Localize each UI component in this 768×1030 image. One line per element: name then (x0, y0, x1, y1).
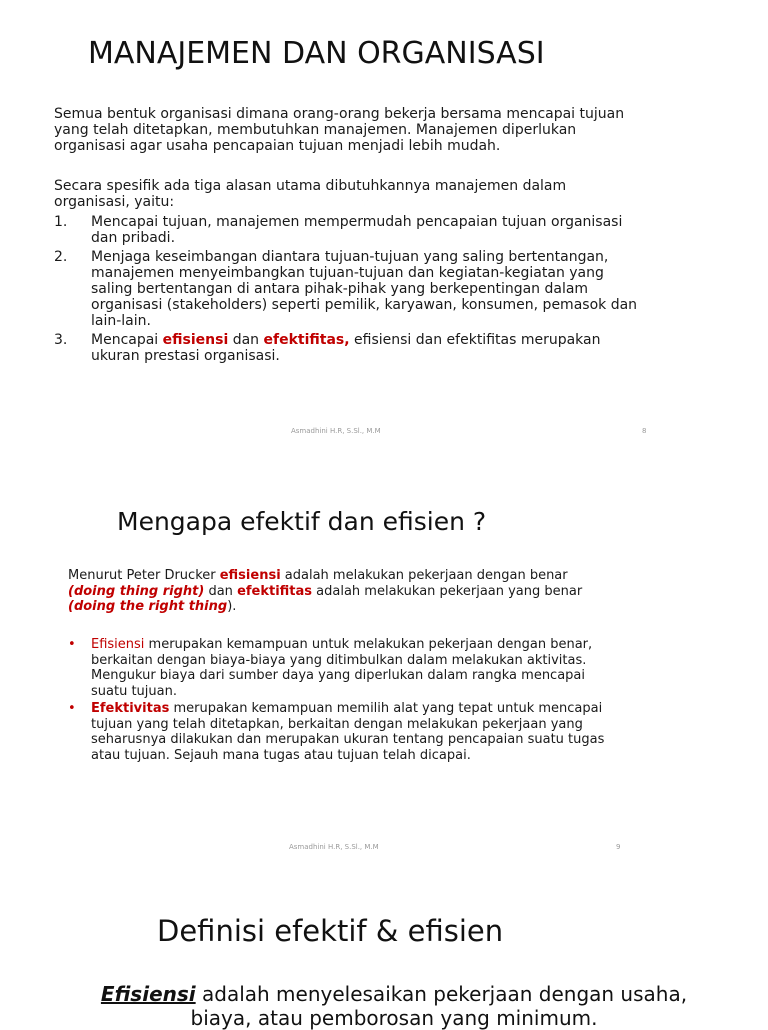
bullet-text: merupakan kemampuan memilih alat yang tepat untuk mencapai tujuan yang telah ditetapkan, berkaitan dengan melakukan pekerjaan yang seharusnya dilakukan dan merupakan ukuran tentang pencapaian suatu tugas atau tujuan. Sejauh mana tugas atau tujuan telah dicapai. (91, 701, 605, 763)
slide-page-number: 8 (642, 427, 647, 435)
slide-title: MANAJEMEN DAN ORGANISASI (88, 36, 545, 71)
slide-footer-author: Asmadhini H.R, S.Sl., M.M (291, 427, 381, 435)
bullet-term: Efektivitas (91, 701, 170, 716)
bullet-text: merupakan kemampuan untuk melakukan pekerjaan dengan benar, berkaitan dengan biaya-biaya yang ditimbulkan dalam melakukan aktivitas. Mengukur biaya dari sumber daya yang diperlukan dalam rangka mencapai suatu tujuan. (91, 637, 593, 699)
highlight-efektifitas: efektifitas, (263, 332, 350, 348)
bullet-term: Efisiensi (91, 637, 145, 652)
text-segment: adalah melakukan pekerjaan dengan benar (280, 568, 568, 583)
list-item (68, 637, 608, 699)
reasons-list (54, 214, 644, 367)
list-item (54, 249, 644, 329)
definition-bullets (68, 637, 608, 765)
list-item (68, 701, 608, 763)
drucker-paragraph (68, 568, 608, 615)
slide-manajemen-organisasi (0, 0, 768, 445)
text-segment: adalah melakukan pekerjaan yang benar (312, 583, 583, 599)
text-segment: Menurut Peter Drucker (68, 568, 220, 583)
text-segment: ). (227, 599, 237, 614)
intro-paragraph: Semua bentuk organisasi dimana orang-orang bekerja bersama mencapai tujuan yang telah ditetapkan, membutuhkan manajemen. Manajemen diperlukan organisasi agar usaha pencapaian tujuan menjadi lebih mudah. (54, 106, 625, 154)
list-item (54, 332, 644, 364)
slide-definisi (0, 870, 768, 1030)
slide-mengapa-efektif-efisien (0, 445, 768, 870)
list-number: 2. (54, 249, 68, 265)
slide-title: Mengapa efektif dan efisien ? (117, 507, 487, 536)
list-number: 3. (54, 332, 68, 348)
list-number: 1. (54, 214, 68, 230)
highlight-efisiensi: efisiensi (162, 332, 229, 348)
list-item-text-post: efisiensi dan efektifitas merupakan ukuran prestasi organisasi. (91, 332, 601, 364)
slide-page-number: 9 (616, 843, 621, 851)
highlight-doing-thing-right: (doing thing right) (68, 583, 205, 599)
highlight-efektifitas: efektifitas (237, 583, 313, 599)
highlight-efisiensi: efisiensi (219, 568, 281, 583)
definition-body: adalah menyelesaikan pekerjaan dengan usaha, biaya, atau pemborosan yang minimum. (190, 982, 688, 1030)
slide-title: Definisi efektif & efisien (157, 914, 504, 948)
bullet-icon: • (68, 637, 76, 652)
list-item-text: Mencapai tujuan, manajemen mempermudah pencapaian tujuan organisasi dan pribadi. (91, 214, 623, 246)
slide-footer-author: Asmadhini H.R, S.Sl., M.M (289, 843, 379, 851)
text-segment: dan (204, 583, 238, 599)
list-item-text: Menjaga keseimbangan diantara tujuan-tujuan yang saling bertentangan, manajemen menyeimbangkan tujuan-tujuan dan kegiatan-kegiatan yang saling bertentangan di antara pihak-pihak yang berkepentingan dalam organisasi (stakeholders) seperti pemilik, karyawan, konsumen, pemasok dan lain-lain. (91, 249, 638, 329)
list-item-text-pre: Mencapai (91, 332, 163, 348)
bullet-icon: • (68, 701, 76, 716)
list-item (54, 214, 644, 246)
definition-term: Efisiensi (100, 982, 196, 1006)
highlight-doing-the-right-thing: (doing the right thing (68, 599, 228, 614)
list-item-text-mid: dan (228, 332, 264, 348)
definition-text (74, 982, 714, 1030)
reasons-paragraph: Secara spesifik ada tiga alasan utama dibutuhkannya manajemen dalam organisasi, yaitu: (54, 178, 567, 210)
